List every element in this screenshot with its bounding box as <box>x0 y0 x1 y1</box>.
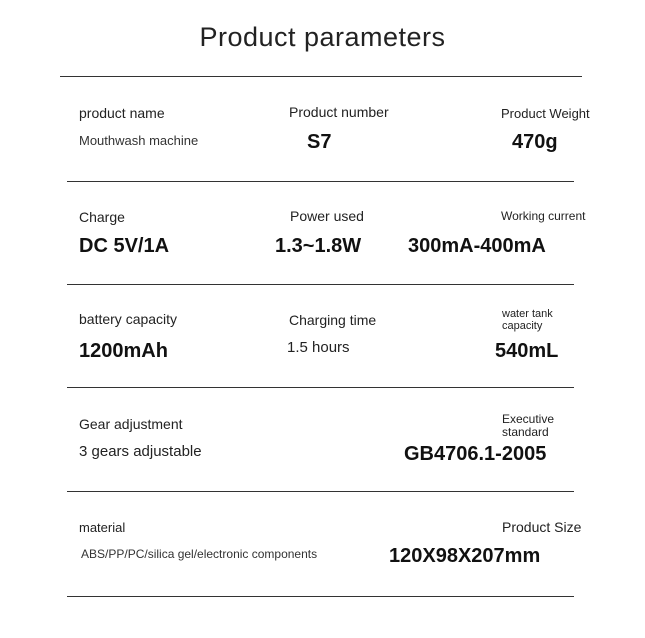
page-title: Product parameters <box>199 22 446 52</box>
label-charge: Charge <box>79 209 125 225</box>
row-divider <box>67 387 574 388</box>
label-product-name: product name <box>79 105 165 121</box>
row-divider <box>67 284 574 285</box>
value-product-number: S7 <box>307 131 332 153</box>
value-product-size: 120X98X207mm <box>389 545 541 567</box>
value-material: ABS/PP/PC/silica gel/electronic components <box>81 547 318 561</box>
value-water-tank-capacity: 540mL <box>495 340 559 362</box>
value-executive-standard: GB4706.1-2005 <box>404 443 547 465</box>
value-charge: DC 5V/1A <box>79 235 170 257</box>
label-product-number: Product number <box>289 104 389 120</box>
label-product-size: Product Size <box>502 519 582 535</box>
value-working-current: 300mA-400mA <box>408 235 546 257</box>
label-working-current: Working current <box>501 209 586 223</box>
label-charging-time: Charging time <box>289 312 377 328</box>
value-battery-capacity: 1200mAh <box>79 340 168 362</box>
value-gear-adjustment: 3 gears adjustable <box>79 443 202 460</box>
label-water-tank-capacity: water tank capacity <box>502 308 553 332</box>
label-material: material <box>79 520 126 535</box>
row-divider <box>67 491 574 492</box>
value-power-used: 1.3~1.8W <box>275 235 362 257</box>
row-divider <box>67 596 574 597</box>
title-divider <box>60 76 582 77</box>
row-divider <box>67 181 574 182</box>
label-power-used: Power used <box>290 208 364 224</box>
label-product-weight: Product Weight <box>501 106 590 121</box>
value-product-name: Mouthwash machine <box>79 133 199 148</box>
label-gear-adjustment: Gear adjustment <box>79 416 183 432</box>
value-charging-time: 1.5 hours <box>287 339 350 356</box>
label-executive-standard: Executive standard <box>502 412 555 439</box>
value-product-weight: 470g <box>512 131 558 153</box>
label-battery-capacity: battery capacity <box>79 311 178 327</box>
